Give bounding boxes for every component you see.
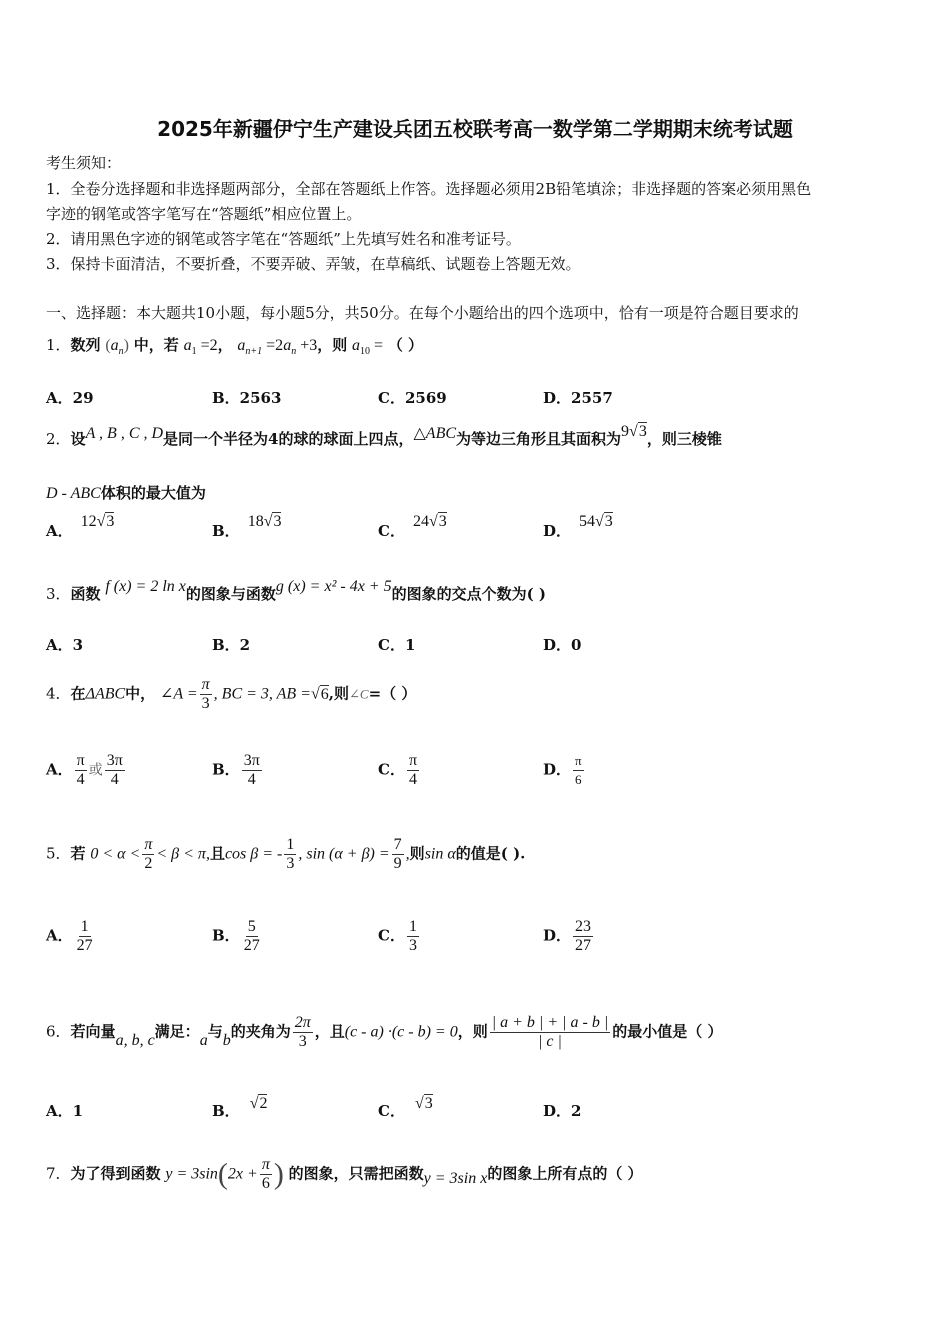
denominator: 27 (575, 937, 592, 954)
math-expr: b (222, 1031, 231, 1049)
question-5 (46, 836, 525, 873)
math-expr: a (352, 337, 361, 354)
denominator: 4 (247, 771, 256, 788)
question-2 (46, 423, 722, 449)
q5-text: 且 (209, 844, 225, 863)
denominator: 3 (408, 937, 417, 954)
q1-text: ， (217, 336, 233, 354)
math-fraction (142, 836, 154, 873)
denominator: 4 (408, 771, 417, 788)
question-number: 7． (46, 1164, 71, 1183)
question-number: 3． (46, 585, 71, 603)
option-a: A．29 (46, 389, 94, 407)
denominator: 4 (76, 771, 85, 788)
numerator: 3π (106, 752, 123, 769)
q6-text: 满足： (154, 1022, 200, 1041)
math-expr: y = 3sin x (423, 1169, 488, 1187)
denominator: 27 (243, 937, 260, 954)
option-label: B． (212, 1102, 240, 1120)
math-radicand: 3 (106, 513, 115, 530)
q4-text: 在 (70, 684, 86, 703)
option-label: B． (212, 522, 240, 540)
denominator: 4 (110, 771, 119, 788)
option-a (46, 752, 127, 789)
math-radicand: 3 (273, 513, 282, 530)
question-4: 4．在ΔABC中， ∠A = $\frac{\pi}{3}$ , BC = 3, AB =√6,则∠C=（ ） (46, 676, 417, 712)
q2-text: ，则三棱锥 (646, 430, 722, 448)
option-c (378, 918, 421, 955)
question-6 (46, 1014, 722, 1051)
question-7: 7．为了得到函数 y = 3sin(2x + $\frac{\pi}{6}$ ) 的图象，只需把函数y = 3sin x的图象上所有点的（ ） (46, 1156, 643, 1192)
q1-text: （ ） (387, 336, 424, 354)
option-c (378, 752, 421, 789)
math-expr: < β < π, (156, 845, 210, 863)
math-expr: 0 < α < (90, 845, 141, 863)
math-fraction (200, 676, 212, 713)
option-a: A．3 (46, 636, 84, 654)
question-number: 4． (46, 684, 71, 703)
math-fraction (75, 918, 95, 955)
q6-text: 的最小值是（ ） (612, 1022, 723, 1041)
q2-text: 体积的最大值为 (100, 484, 206, 502)
question-number: 6． (46, 1022, 71, 1041)
notice-heading: 考生须知： (46, 154, 122, 172)
math-radicand: 3 (638, 423, 647, 440)
math-expr: A , B , C , D (85, 425, 164, 442)
numerator: 1 (80, 918, 89, 935)
math-expr: cos β = - (224, 845, 283, 863)
notice-line-1: 1．全卷分选择题和非选择题两部分，全部在答题纸上作答。选择题必须用2B铅笔填涂；非选择题的答案必须用黑色 (46, 180, 812, 198)
numerator: π (144, 836, 153, 853)
numerator: π (76, 752, 85, 769)
q3-text: 的图象的交点个数为( ) (391, 585, 547, 603)
math-sub: n+1 (245, 346, 263, 357)
math-expr: a, b, c (115, 1031, 155, 1049)
math-coef: 54 (579, 513, 596, 530)
math-expr: ∠A = (159, 685, 198, 703)
math-expr: ∠C (348, 686, 369, 702)
denominator: 3 (298, 1033, 307, 1050)
denominator: 27 (76, 937, 93, 954)
numerator: 1 (408, 918, 417, 935)
option-label: D． (543, 926, 572, 945)
option-label: D． (543, 760, 572, 779)
math-coef: 9 (621, 423, 630, 440)
denominator: | c | (538, 1033, 562, 1050)
option-d (543, 918, 595, 955)
math-radicand: 6 (320, 685, 329, 703)
option-b: B．18√3 (212, 513, 282, 540)
option-d: D．54√3 (543, 513, 613, 540)
q6-text: 若向量 (70, 1022, 116, 1041)
option-label: B． (212, 760, 240, 779)
option-c: C． √3 (378, 1095, 433, 1120)
math-fraction (260, 1156, 272, 1193)
option-d (543, 752, 586, 789)
page-title: 2025年新疆伊宁生产建设兵团五校联考高一数学第二学期期末统考试题 (157, 117, 793, 141)
math-expr: a (199, 1031, 208, 1049)
q1-text: 中，若 (133, 336, 179, 354)
math-expr: g (x) = x² - 4x + 5 (275, 578, 392, 595)
math-expr: f (x) = 2 ln x (105, 578, 186, 595)
option-label: A． (46, 522, 73, 540)
option-d: D．0 (543, 636, 582, 654)
math-fraction (293, 1014, 313, 1051)
option-label: A． (46, 760, 73, 779)
option-label: A． (46, 926, 73, 945)
math-coef: 12 (80, 513, 97, 530)
numerator: π (408, 752, 418, 769)
q4-text: 中， (125, 684, 156, 703)
question-number: 2． (46, 430, 71, 448)
math-expr: (c - a) ·(c - b) = 0 (344, 1023, 458, 1041)
math-brace: ( (105, 337, 111, 354)
q4-text: ,则 (328, 684, 349, 703)
option-b (212, 752, 264, 789)
q2-text: 设 (70, 430, 86, 448)
denominator: 2 (144, 855, 153, 872)
option-d: D．2557 (543, 389, 613, 407)
numerator: 5 (247, 918, 256, 935)
numerator: 2π (294, 1014, 311, 1031)
option-b: B．2563 (212, 389, 282, 407)
math-radicand: 3 (604, 513, 613, 530)
math-expr: , (405, 845, 410, 863)
math-fraction (392, 836, 404, 873)
denominator: 3 (286, 855, 295, 872)
math-radicand: 3 (424, 1095, 433, 1112)
notice-line-3: 3．保持卡面清洁，不要折叠，不要弄破、弄皱，在草稿纸、试题卷上答题无效。 (46, 255, 581, 273)
math-sub: 1 (191, 346, 197, 357)
question-number: 5． (46, 844, 71, 863)
math-expr: =2 (262, 337, 284, 354)
math-radicand: 2 (259, 1095, 268, 1112)
math-expr: , BC = 3, AB = (213, 685, 311, 703)
math-fraction (242, 752, 262, 789)
option-a: A．1 (46, 1102, 84, 1120)
numerator: 23 (575, 918, 592, 935)
notice-line-1b: 字迹的钢笔或答字笔写在“答题纸”相应位置上。 (46, 205, 362, 223)
q3-text: 的图象与函数 (185, 585, 276, 603)
notice-line-2: 2．请用黑色字迹的钢笔或答字笔在“答题纸”上先填写姓名和准考证号。 (46, 230, 521, 248)
denominator: 6 (261, 1175, 270, 1192)
math-radicand: 3 (438, 513, 447, 530)
math-brace: ) (123, 337, 129, 354)
math-expr: 9√3 (621, 423, 647, 440)
math-fraction (75, 752, 87, 789)
math-sub: 10 (360, 346, 371, 357)
option-b: B．2 (212, 636, 251, 654)
q4-text: =（ ） (368, 684, 417, 703)
math-expr: y = 3sin (165, 1165, 218, 1183)
math-expr: = (370, 337, 384, 354)
question-3 (46, 578, 547, 604)
question-1 (46, 334, 423, 357)
option-c: C．1 (378, 636, 416, 654)
math-coef: 24 (412, 513, 429, 530)
option-a (46, 918, 97, 955)
q1-text: 数列 (70, 336, 101, 354)
math-sub: n (291, 346, 297, 357)
or-text: 或 (88, 762, 103, 779)
option-label: D． (543, 522, 572, 540)
numerator: 3π (243, 752, 260, 769)
math-expr: , sin (α + β) = (298, 845, 390, 863)
math-fraction (242, 918, 262, 955)
q6-text: ，且 (314, 1022, 345, 1041)
q7-text: 为了得到函数 (70, 1164, 161, 1183)
option-label: B． (212, 926, 240, 945)
option-d: D．2 (543, 1102, 582, 1120)
question-2-cont (46, 482, 206, 503)
denominator: 6 (575, 772, 582, 787)
denominator: 9 (393, 855, 402, 872)
math-fraction (105, 752, 125, 789)
option-label: C． (378, 1102, 405, 1120)
option-b: B． √2 (212, 1095, 268, 1120)
math-expr: +3 (296, 337, 318, 354)
math-coef: 18 (247, 513, 264, 530)
section-heading: 一、选择题：本大题共10小题，每小题5分，共50分。在每个小题给出的四个选项中，恰有一项是符合题目要求的 (46, 304, 799, 322)
denominator: 3 (201, 695, 210, 712)
q6-text: 与 (207, 1022, 223, 1041)
math-expr: ΔABC (85, 685, 126, 703)
math-fraction (573, 752, 584, 789)
q1-text: ，则 (317, 336, 348, 354)
math-expr: 2x + (227, 1165, 258, 1183)
option-label: C． (378, 926, 405, 945)
math-expr: =2 (196, 337, 218, 354)
numerator: 7 (393, 836, 402, 853)
q6-text: ，则 (457, 1022, 488, 1041)
q3-text: 函数 (70, 585, 101, 603)
q5-text: 若 (70, 844, 86, 863)
option-label: C． (378, 760, 405, 779)
math-fraction (284, 836, 296, 873)
math-expr: a (283, 337, 292, 354)
numerator: 1 (286, 836, 295, 853)
math-expr: sin α (424, 845, 456, 863)
math-sub: n (118, 346, 124, 357)
numerator: π (573, 752, 584, 771)
q2-text: 为等边三角形且其面积为 (456, 430, 622, 448)
q7-text: 的图象上所有点的（ ） (487, 1164, 643, 1183)
option-a: A．12√3 (46, 513, 115, 540)
numerator: | a + b | + | a - b | (491, 1014, 609, 1031)
math-fraction (407, 918, 419, 955)
option-b (212, 918, 264, 955)
q5-text: 的值是( ). (455, 844, 526, 863)
math-fraction (573, 918, 593, 955)
option-c: C．2569 (378, 389, 447, 407)
question-number: 1． (46, 336, 71, 354)
math-fraction (490, 1014, 611, 1051)
q5-text: 则 (409, 844, 425, 863)
math-expr: a (110, 337, 119, 354)
numerator: π (201, 676, 210, 693)
math-expr: a (183, 337, 192, 354)
q7-text: 的图象，只需把函数 (288, 1164, 424, 1183)
math-expr: D - ABC (46, 485, 101, 502)
math-fraction (407, 752, 419, 789)
q6-text: 的夹角为 (230, 1022, 291, 1041)
q2-text: 是同一个半径为4的球的球面上四点， (163, 430, 414, 448)
math-expr: △ABC (413, 425, 457, 442)
option-c: C．24√3 (378, 513, 447, 540)
numerator: π (261, 1156, 270, 1173)
math-expr: a (237, 337, 246, 354)
option-label: C． (378, 522, 405, 540)
